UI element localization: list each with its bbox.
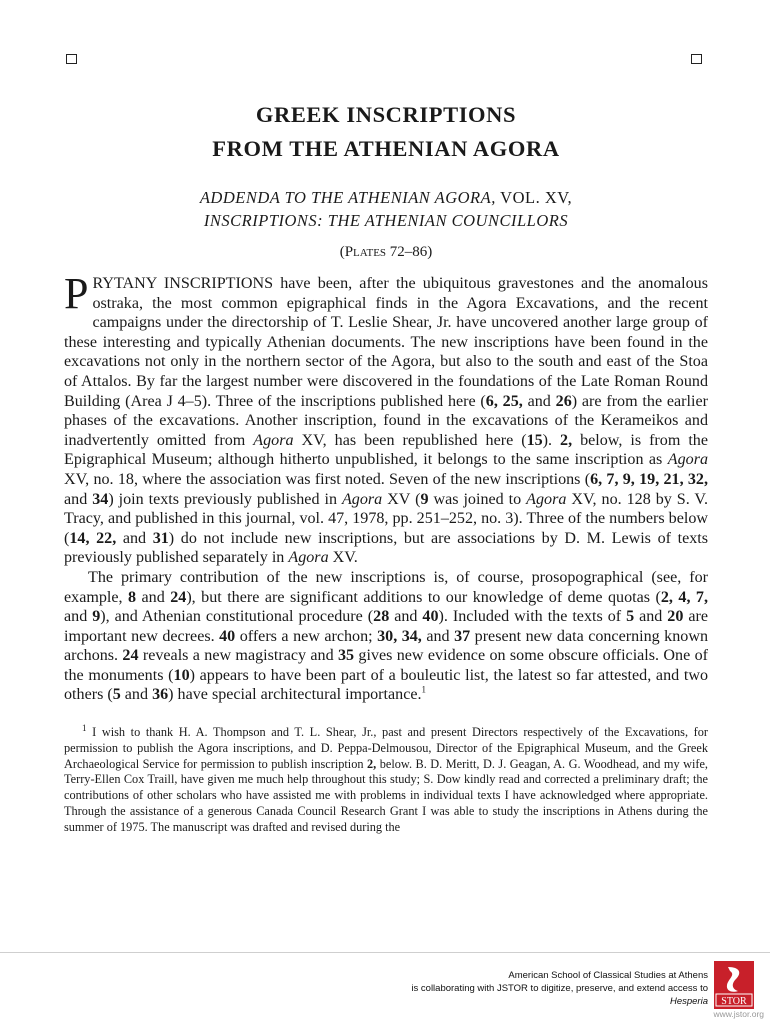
article-subtitle: [64, 186, 708, 232]
plates-reference: (Plates 72–86): [339, 244, 433, 260]
jstor-logo-text: STOR: [721, 996, 747, 1007]
title-line-1: GREEK INSCRIPTIONS: [255, 102, 517, 127]
article-page: [64, 98, 708, 836]
subtitle-line-1-italic: ADDENDA TO THE ATHENIAN AGORA,: [199, 188, 496, 207]
jstor-banner: [0, 952, 770, 1025]
paragraph-1: [64, 269, 708, 568]
subtitle-line-1-rest: VOL. XV,: [495, 188, 573, 207]
banner-line-2: is collaborating with JSTOR to digitize, preserve, and extend access to: [411, 983, 708, 994]
jstor-url-link[interactable]: www.jstor.org: [713, 1009, 764, 1019]
footnote-1: $^1$ I wish to thank H. A. Thompson and T. L. Shear, Jr., past and present Directors respectively of the Excavations, for permission to publish the Agora inscriptions, and D. Peppa-Delmousou, Director of the Epigraphical Museum, and the Greek Archaeological Service for permission to publish inscription 2, below. B. D. Meritt, D. J. Geagan, A. G. Woodhead, and my wife, Terry-Ellen Cox Traill, have given me much help throughout this study; S. Dow kindly read and corrected a preliminary draft; the contributions of other scholars who have assisted me with problems in individual texts I have acknowledged where appropriate. Through the assistance of a generous Canada Council Research Grant I was able to study the inscriptions in Athens during the summer of 1975. The manuscript was drafted and revised during the: [64, 722, 708, 834]
subtitle-line-2: INSCRIPTIONS: THE ATHENIAN COUNCILLORS: [203, 211, 569, 230]
corner-crop-mark-right: [691, 54, 702, 64]
banner-line-1: American School of Classical Studies at Athens: [508, 970, 708, 981]
title-line-2: FROM THE ATHENIAN AGORA: [212, 136, 560, 161]
jstor-logo-icon[interactable]: [714, 961, 754, 1009]
article-body: [64, 269, 709, 705]
paragraph-2: The primary contribution of the new inscriptions is, of course, prosopographical (see, for example, 8 and 24), but there are significant additions to our knowledge of deme quotas (2, 4, 7, and 9), and Athenian constitutional procedure (28 and 40). Included with the texts of 5 and 20 are important new decrees. 40 offers a new archon; 30, 34, and 37 present new data concerning known archons. 24 reveals a new magistracy and 35 gives new evidence on some obscure officials. One of the monuments (10) appears to have been part of a bouleutic list, the latest so far attested, and two others (5 and 36) have special architectural importance.$^1$: [64, 568, 709, 704]
banner-journal-link[interactable]: Hesperia: [669, 996, 708, 1007]
corner-crop-mark-left: [66, 54, 77, 64]
article-title: [64, 98, 708, 166]
paragraph-1-text: RYTANY INSCRIPTIONS have been, after the ubiquitous gravestones and the anomalous ostraka, the most common epigraphical finds in the Agora Excavations, and the recent campaigns under the directorship of T. Leslie Shear, Jr. have uncovered another large group of these interesting and typically Athenian documents. The new inscriptions have been found in the excavations not only in the northern sector of the Agora, but also to the south and east of the Stoa of Attalos. By far the largest number were discovered in the foundations of the Late Roman Round Building (Area J 4–5). Three of the inscriptions published here (6, 25, and 26) are from the earlier phases of the excavations. Another inscription, found in the excavations of the Kerameikos and inadvertently omitted from Agora XV, has been republished here (15). 2, below, is from the Epigraphical Museum; although hitherto unpublished, it belongs to the same inscription as Agora XV, no. 18, where the association was first noted. Seven of the new inscriptions (6, 7, 9, 19, 21, 32, and 34) join texts previously published in Agora XV (9 was joined to Agora XV, no. 128 by S. V. Tracy, and published in this journal, vol. 47, 1978, pp. 251–252, no. 3). Three of the numbers below (14, 22, and 31) do not include new inscriptions, but are associations by D. M. Lewis of texts previously published separately in Agora XV.: [64, 275, 708, 567]
drop-cap-letter: P: [64, 269, 89, 318]
jstor-banner-text: [411, 969, 708, 1008]
